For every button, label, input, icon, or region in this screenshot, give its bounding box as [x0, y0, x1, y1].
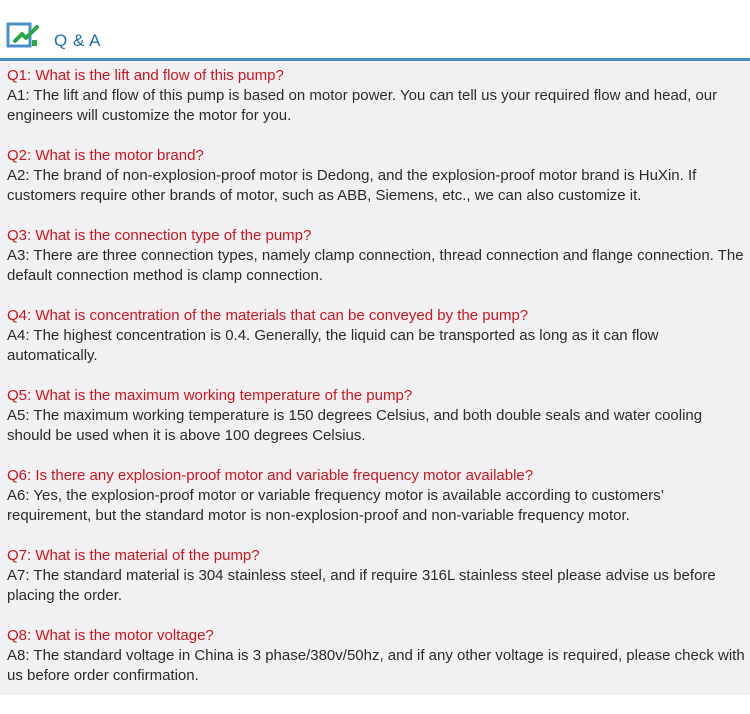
faq-answer: A2: The brand of non-explosion-proof motor is Dedong, and the explosion-proof motor brand is HuXin. If customers require other brands of motor, such as ABB, Siemens, etc., we can also customize it.: [7, 167, 697, 204]
faq-item: [7, 226, 747, 286]
faq-item: [7, 466, 747, 526]
faq-answer: A8: The standard voltage in China is 3 phase/380v/50hz, and if any other voltage is required, please check with us before order confirmation.: [7, 647, 745, 684]
faq-panel: [0, 61, 750, 695]
faq-item: [7, 66, 747, 126]
page-bottom-margin: [0, 695, 750, 714]
faq-answer: A3: There are three connection types, namely clamp connection, thread connection and flange connection. The default connection method is clamp connection.: [7, 247, 744, 284]
faq-item: [7, 626, 747, 686]
faq-answer: A7: The standard material is 304 stainless steel, and if require 316L stainless steel please advise us before placing the order.: [7, 567, 716, 604]
faq-item: [7, 146, 747, 206]
check-chart-icon: [6, 22, 40, 50]
faq-item: [7, 386, 747, 446]
faq-question: Q6: Is there any explosion-proof motor and variable frequency motor available?: [7, 467, 534, 484]
faq-question: Q3: What is the connection type of the pump?: [7, 227, 312, 244]
faq-answer: A5: The maximum working temperature is 150 degrees Celsius, and both double seals and water cooling should be used when it is above 100 degrees Celsius.: [7, 407, 703, 444]
faq-question: Q2: What is the motor brand?: [7, 147, 204, 164]
faq-item: [7, 306, 747, 366]
section-header: [0, 0, 750, 58]
faq-question: Q4: What is concentration of the materials that can be conveyed by the pump?: [7, 307, 529, 324]
faq-answer: A1: The lift and flow of this pump is based on motor power. You can tell us your required flow and head, our engineers will customize the motor for you.: [7, 87, 718, 124]
faq-question: Q1: What is the lift and flow of this pump?: [7, 67, 284, 84]
faq-answer: A4: The highest concentration is 0.4. Generally, the liquid can be transported as long as it can flow automatically.: [7, 327, 659, 364]
faq-answer: A6: Yes, the explosion-proof motor or variable frequency motor is available according to customers’ requirement, but the standard motor is non-explosion-proof and non-variable frequency motor.: [7, 487, 664, 524]
faq-question: Q7: What is the material of the pump?: [7, 547, 260, 564]
faq-item: [7, 546, 747, 606]
faq-question: Q8: What is the motor voltage?: [7, 627, 214, 644]
faq-question: Q5: What is the maximum working temperature of the pump?: [7, 387, 413, 404]
section-title: Q & A: [54, 31, 101, 50]
